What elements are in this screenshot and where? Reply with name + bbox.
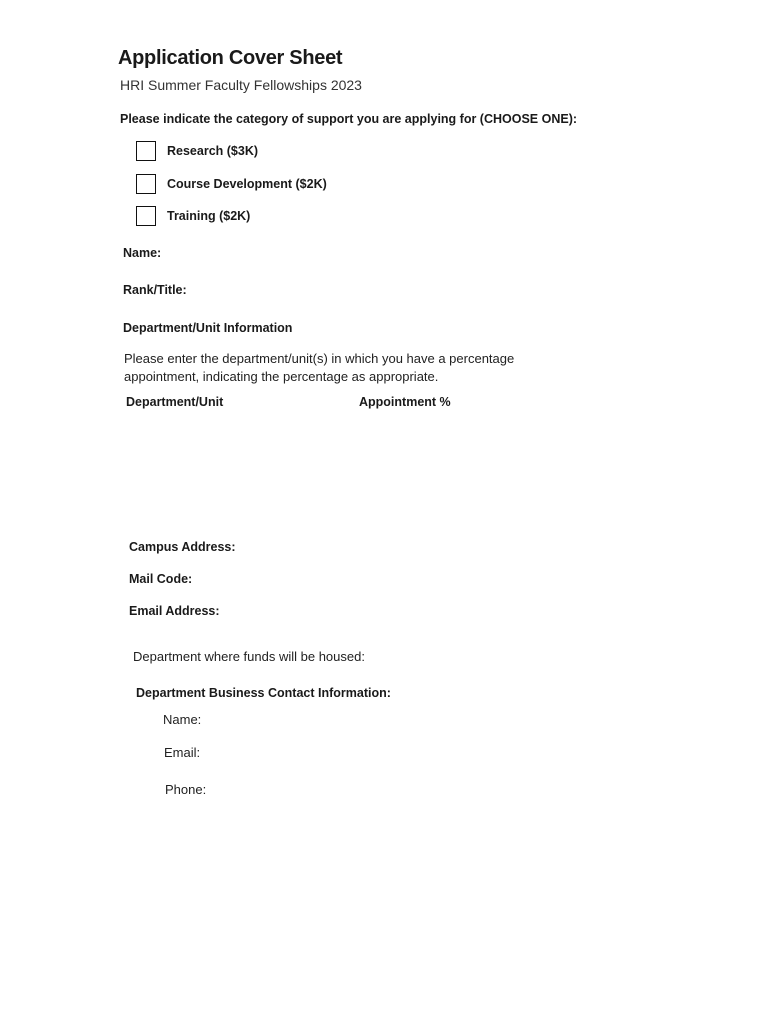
business-contact-heading: Department Business Contact Information: <box>136 686 391 700</box>
mail-code-field[interactable] <box>200 570 564 590</box>
checkbox-training[interactable] <box>136 206 156 226</box>
name-label: Name: <box>123 246 162 260</box>
funds-department-label: Department where funds will be housed: <box>133 649 365 664</box>
business-contact-phone-field[interactable] <box>212 780 572 800</box>
page-subtitle: HRI Summer Faculty Fellowships 2023 <box>120 77 362 93</box>
campus-address-label: Campus Address: <box>129 540 236 554</box>
department-entry-area[interactable] <box>124 414 544 524</box>
business-contact-phone-label: Phone: <box>165 782 207 797</box>
department-heading: Department/Unit Information <box>123 321 293 335</box>
checkbox-research[interactable] <box>136 141 156 161</box>
mail-code-label: Mail Code: <box>129 572 193 586</box>
checkbox-label-research: Research ($3K) <box>167 144 259 158</box>
page-title: Application Cover Sheet <box>118 47 343 69</box>
email-address-field[interactable] <box>226 602 564 622</box>
email-address-label: Email Address: <box>129 604 220 618</box>
business-contact-name-label: Name: <box>163 712 202 727</box>
rank-title-label: Rank/Title: <box>123 283 187 297</box>
checkbox-course-development[interactable] <box>136 174 156 194</box>
name-field[interactable] <box>170 244 554 264</box>
business-contact-email-field[interactable] <box>208 743 572 763</box>
category-instruction: Please indicate the category of support you are applying for (CHOOSE ONE): <box>120 112 578 126</box>
business-contact-email-label: Email: <box>164 745 201 760</box>
department-instructions: Please enter the department/unit(s) in which you have a percentage appointment, indicating the percentage as appropriate. <box>124 351 515 384</box>
checkbox-label-course-development: Course Development ($2K) <box>167 177 327 191</box>
campus-address-field[interactable] <box>240 538 564 558</box>
column-header-appointment: Appointment % <box>359 395 451 409</box>
rank-title-field[interactable] <box>196 281 554 301</box>
checkbox-label-training: Training ($2K) <box>167 209 251 223</box>
funds-department-field[interactable] <box>372 647 596 667</box>
column-header-department: Department/Unit <box>126 395 224 409</box>
business-contact-name-field[interactable] <box>208 710 572 730</box>
